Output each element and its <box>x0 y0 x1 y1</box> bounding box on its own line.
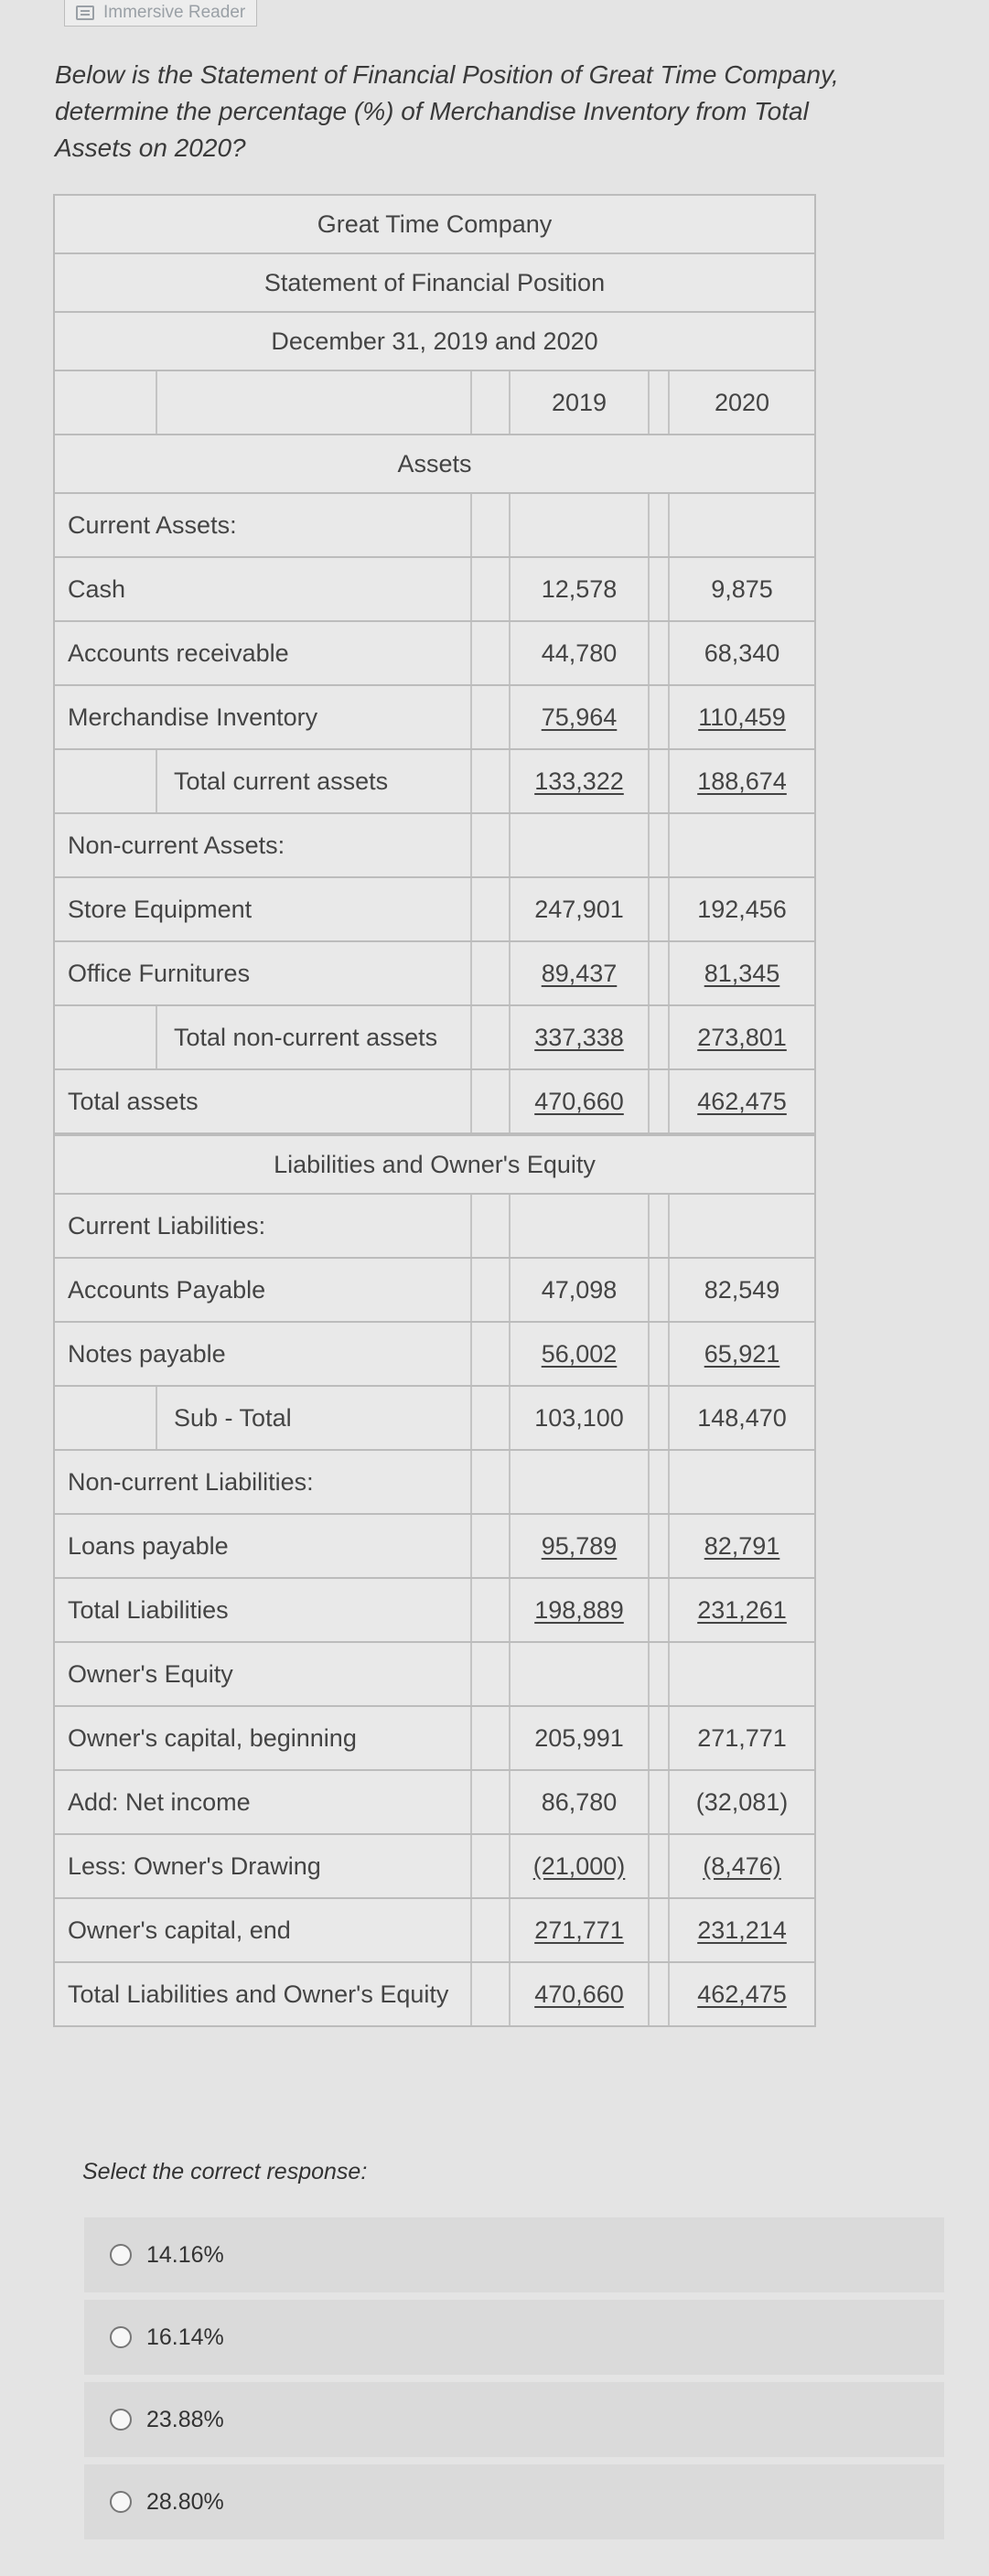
row-label: Owner's capital, beginning <box>68 1723 357 1752</box>
liabilities-heading: Liabilities and Owner's Equity <box>55 1134 814 1193</box>
value-2019: 12,578 <box>541 574 618 603</box>
table-row <box>55 1897 814 1961</box>
value-2020: 81,345 <box>704 959 780 987</box>
row-label: Add: Net income <box>68 1787 251 1816</box>
row-label-cell <box>55 1451 472 1513</box>
statement-title: Statement of Financial Position <box>55 252 814 311</box>
value-2019: 86,780 <box>541 1787 618 1816</box>
row-label: Office Furnitures <box>68 959 251 987</box>
row-label-cell <box>55 1006 472 1068</box>
table-row <box>55 1577 814 1641</box>
answer-option[interactable] <box>84 2382 944 2457</box>
row-label-cell <box>55 1899 472 1961</box>
value-2019: 337,338 <box>534 1023 624 1051</box>
question-text: Below is the Statement of Financial Position of Great Time Company, determine the percentage (%) of Merchandise Inventory from Total Assets on 2020? <box>55 60 839 162</box>
radio-button[interactable] <box>110 2491 132 2513</box>
value-2020: 271,771 <box>697 1723 787 1752</box>
table-row <box>55 684 814 748</box>
table-row <box>55 876 814 940</box>
row-label: Loans payable <box>68 1531 229 1560</box>
row-label-cell <box>55 1963 472 2025</box>
row-label-cell <box>55 1387 472 1449</box>
option-label: 14.16% <box>146 2241 224 2268</box>
value-2020: (32,081) <box>695 1787 789 1816</box>
row-label-cell <box>55 1707 472 1769</box>
answer-option[interactable] <box>84 2300 944 2375</box>
row-label: Current Liabilities: <box>68 1211 266 1240</box>
table-row <box>55 556 814 620</box>
value-2020: 188,674 <box>697 767 787 795</box>
row-label-cell <box>55 686 472 748</box>
row-label: Non-current Assets: <box>68 831 285 859</box>
row-label-cell <box>55 878 472 940</box>
table-row <box>55 812 814 876</box>
radio-button[interactable] <box>110 2244 132 2266</box>
col-2020-header: 2020 <box>714 388 770 416</box>
table-row <box>55 1769 814 1833</box>
table-row <box>55 940 814 1004</box>
table-row <box>55 492 814 556</box>
radio-button[interactable] <box>110 2409 132 2431</box>
value-2020: (8,476) <box>703 1852 781 1880</box>
row-label-cell <box>55 1835 472 1897</box>
value-2019: 247,901 <box>534 895 624 923</box>
row-label-cell <box>55 1515 472 1577</box>
row-label-cell <box>55 1579 472 1641</box>
radio-button[interactable] <box>110 2326 132 2348</box>
row-label-cell <box>55 1323 472 1385</box>
row-label-cell <box>55 750 472 812</box>
value-2019: 44,780 <box>541 639 618 667</box>
table-row <box>55 1385 814 1449</box>
value-2019: 470,660 <box>534 1980 624 2008</box>
row-label: Merchandise Inventory <box>68 703 318 731</box>
table-row <box>55 1641 814 1705</box>
value-2019: 56,002 <box>541 1339 618 1368</box>
row-label-cell <box>55 1259 472 1321</box>
row-label-cell <box>55 1070 472 1132</box>
select-response-label: Select the correct response: <box>82 2159 368 2184</box>
value-2019: 95,789 <box>541 1531 618 1560</box>
value-2020: 192,456 <box>697 895 787 923</box>
row-label-cell <box>55 622 472 684</box>
value-2019: 271,771 <box>534 1916 624 1944</box>
value-2020: 231,261 <box>697 1595 787 1624</box>
value-2019: 89,437 <box>541 959 618 987</box>
row-label: Cash <box>68 574 126 603</box>
table-row <box>55 1833 814 1897</box>
value-2019: 75,964 <box>541 703 618 731</box>
table-row <box>55 1449 814 1513</box>
row-label: Total Liabilities and Owner's Equity <box>68 1980 449 2008</box>
value-2020: 273,801 <box>697 1023 787 1051</box>
row-label: Accounts receivable <box>68 639 289 667</box>
table-row <box>55 1961 814 2027</box>
table-row <box>55 1705 814 1769</box>
value-2019: 103,100 <box>534 1403 624 1432</box>
value-2020: 65,921 <box>704 1339 780 1368</box>
row-label-cell <box>55 558 472 620</box>
row-label-cell <box>55 1195 472 1257</box>
option-label: 28.80% <box>146 2488 224 2515</box>
table-row <box>55 748 814 812</box>
table-row <box>55 1004 814 1068</box>
answer-option[interactable] <box>84 2217 944 2292</box>
table-row <box>55 1068 814 1134</box>
value-2019: 198,889 <box>534 1595 624 1624</box>
row-label: Total Liabilities <box>68 1595 229 1624</box>
value-2019: 470,660 <box>534 1087 624 1115</box>
value-2020: 9,875 <box>711 574 773 603</box>
immersive-reader-button[interactable] <box>64 0 257 27</box>
row-label: Total current assets <box>174 767 389 795</box>
row-label-cell <box>55 942 472 1004</box>
col-2019-header: 2019 <box>511 371 650 434</box>
row-label-cell <box>55 494 472 556</box>
value-2020: 82,549 <box>704 1275 780 1304</box>
row-label: Less: Owner's Drawing <box>68 1852 321 1880</box>
value-2019: (21,000) <box>532 1852 626 1880</box>
value-2019: 205,991 <box>534 1723 624 1752</box>
table-row <box>55 1321 814 1385</box>
row-label: Sub - Total <box>174 1403 292 1432</box>
value-2020: 82,791 <box>704 1531 780 1560</box>
year-header-row <box>55 370 814 434</box>
row-label-cell <box>55 1771 472 1833</box>
assets-heading: Assets <box>55 434 814 492</box>
value-2020: 462,475 <box>697 1980 787 2008</box>
immersive-reader-label: Immersive Reader <box>103 3 246 22</box>
option-label: 16.14% <box>146 2324 224 2350</box>
row-label-cell <box>55 814 472 876</box>
value-2020: 231,214 <box>697 1916 787 1944</box>
row-label: Total assets <box>68 1087 199 1115</box>
row-label: Non-current Liabilities: <box>68 1467 314 1496</box>
company-name: Great Time Company <box>55 194 814 252</box>
table-row <box>55 1193 814 1257</box>
table-row <box>55 1257 814 1321</box>
value-2019: 133,322 <box>534 767 624 795</box>
statement-date: December 31, 2019 and 2020 <box>55 311 814 370</box>
immersive-reader-icon <box>76 5 94 20</box>
value-2020: 68,340 <box>704 639 780 667</box>
table-row <box>55 1513 814 1577</box>
table-row <box>55 620 814 684</box>
row-label: Notes payable <box>68 1339 226 1368</box>
row-label: Store Equipment <box>68 895 253 923</box>
row-label: Accounts Payable <box>68 1275 266 1304</box>
financial-statement-table <box>53 194 816 2027</box>
value-2020: 148,470 <box>697 1403 787 1432</box>
value-2020: 462,475 <box>697 1087 787 1115</box>
option-label: 23.88% <box>146 2406 224 2432</box>
row-label-cell <box>55 1643 472 1705</box>
row-label: Current Assets: <box>68 510 237 539</box>
row-label: Owner's capital, end <box>68 1916 291 1944</box>
row-label: Owner's Equity <box>68 1659 233 1688</box>
value-2019: 47,098 <box>541 1275 618 1304</box>
row-label: Total non-current assets <box>174 1023 438 1051</box>
answer-option[interactable] <box>84 2464 944 2539</box>
value-2020: 110,459 <box>698 703 786 731</box>
